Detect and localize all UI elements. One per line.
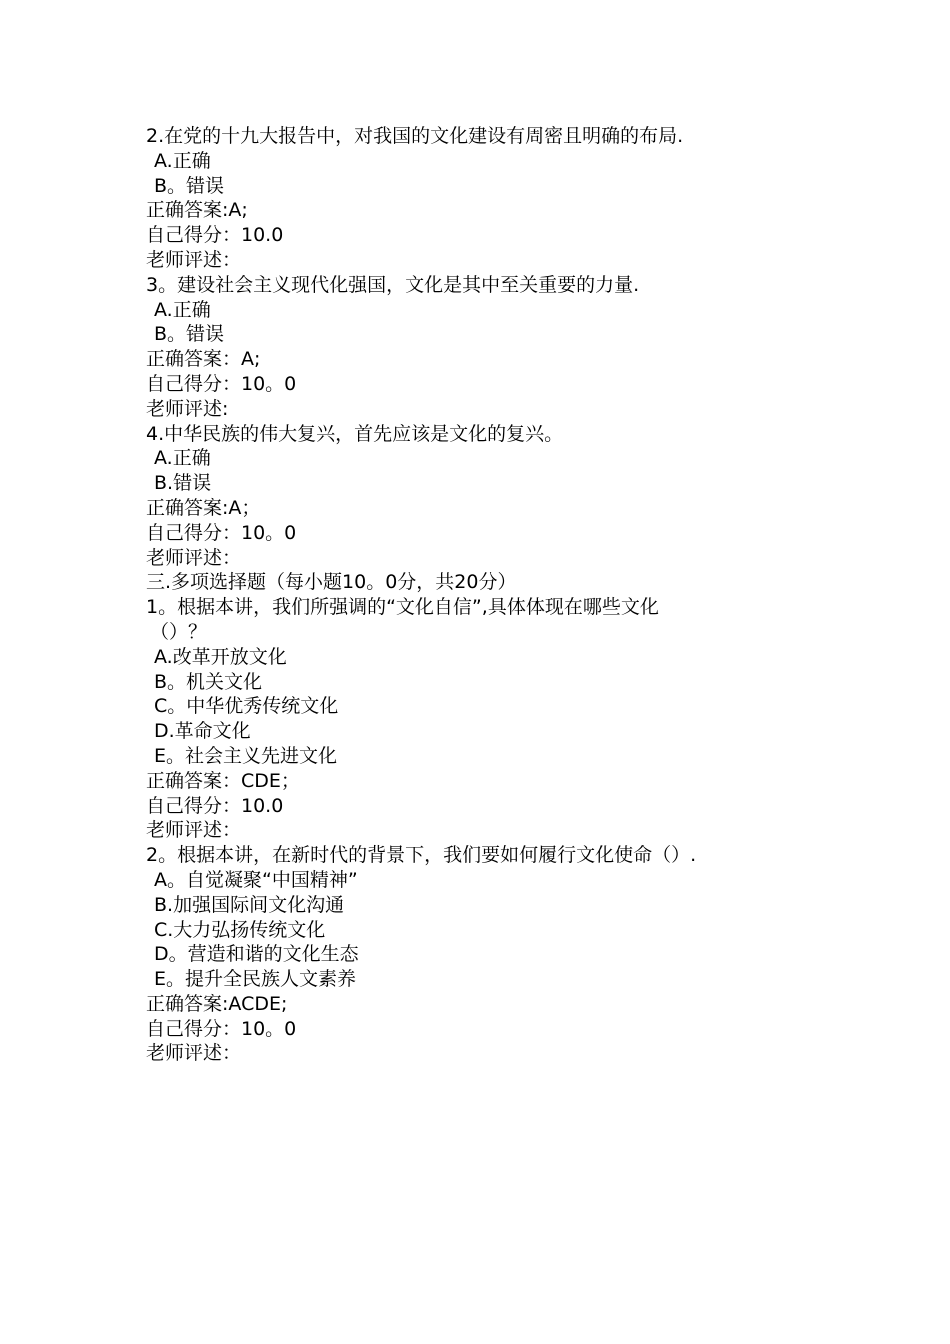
mc-question-1-option-e: E。社会主义先进文化 (154, 744, 338, 767)
question-2-stem: 2.在党的十九大报告中，对我国的文化建设有周密且明确的布局. (146, 125, 684, 147)
question-4-answer: 正确答案:A； (146, 496, 261, 519)
mc-question-1-option-c: C。中华优秀传统文化 (154, 695, 339, 718)
question-3-option-b: B。错误 (154, 323, 225, 346)
mc-question-1-option-b: B。机关文化 (154, 670, 263, 693)
mc-question-2-stem: 2。根据本讲，在新时代的背景下，我们要如何履行文化使命（）. (146, 844, 697, 867)
mc-question-2-option-b: B.加强国际间文化沟通 (154, 893, 345, 916)
mc-question-1-comment: 老师评述： (146, 819, 242, 842)
mc-question-1-option-d: D.革命文化 (154, 720, 251, 743)
question-3-option-a: A.正确 (154, 298, 211, 321)
mc-question-2-answer: 正确答案:ACDE; (146, 992, 288, 1015)
mc-question-1-stem-continued: （）？ (150, 620, 208, 643)
mc-question-2-score: 自己得分：10。0 (146, 1017, 297, 1040)
question-2-option-a: A.正确 (154, 149, 211, 172)
question-4-comment: 老师评述： (146, 546, 242, 569)
question-4-score: 自己得分：10。0 (146, 521, 297, 544)
question-3-answer: 正确答案：A; (146, 348, 261, 371)
mc-question-1-score: 自己得分：10.0 (146, 794, 284, 817)
document-page (146, 124, 846, 1066)
question-4-option-b: B.错误 (154, 472, 212, 495)
mc-question-1-option-a: A.改革开放文化 (154, 645, 287, 668)
mc-question-2-option-d: D。营造和谐的文化生态 (154, 943, 359, 966)
question-4-stem: 4.中华民族的伟大复兴，首先应该是文化的复兴。 (146, 422, 564, 445)
mc-question-2-option-e: E。提升全民族人文素养 (154, 968, 357, 991)
question-2-comment: 老师评述： (146, 248, 242, 271)
mc-question-1-stem: 1。根据本讲，我们所强调的“文化自信”,具体体现在哪些文化 (146, 596, 659, 619)
mc-question-2-option-c: C.大力弘扬传统文化 (154, 918, 326, 941)
question-2-score: 自己得分：10.0 (146, 224, 284, 247)
question-3-score: 自己得分：10。0 (146, 372, 297, 395)
question-4-option-a: A.正确 (154, 447, 211, 470)
question-2-answer: 正确答案:A; (146, 199, 248, 222)
question-3-stem: 3。建设社会主义现代化强国，文化是其中至关重要的力量. (146, 273, 640, 296)
mc-question-1-answer: 正确答案：CDE； (146, 769, 300, 792)
mc-question-2-option-a: A。自觉凝聚“中国精神” (154, 868, 358, 891)
question-2-option-b: B。错误 (154, 174, 225, 197)
mc-question-2-comment: 老师评述： (146, 1042, 242, 1065)
question-3-comment: 老师评述: (146, 397, 229, 420)
section-heading: 三.多项选择题（每小题10。0分，共20分） (146, 571, 517, 594)
